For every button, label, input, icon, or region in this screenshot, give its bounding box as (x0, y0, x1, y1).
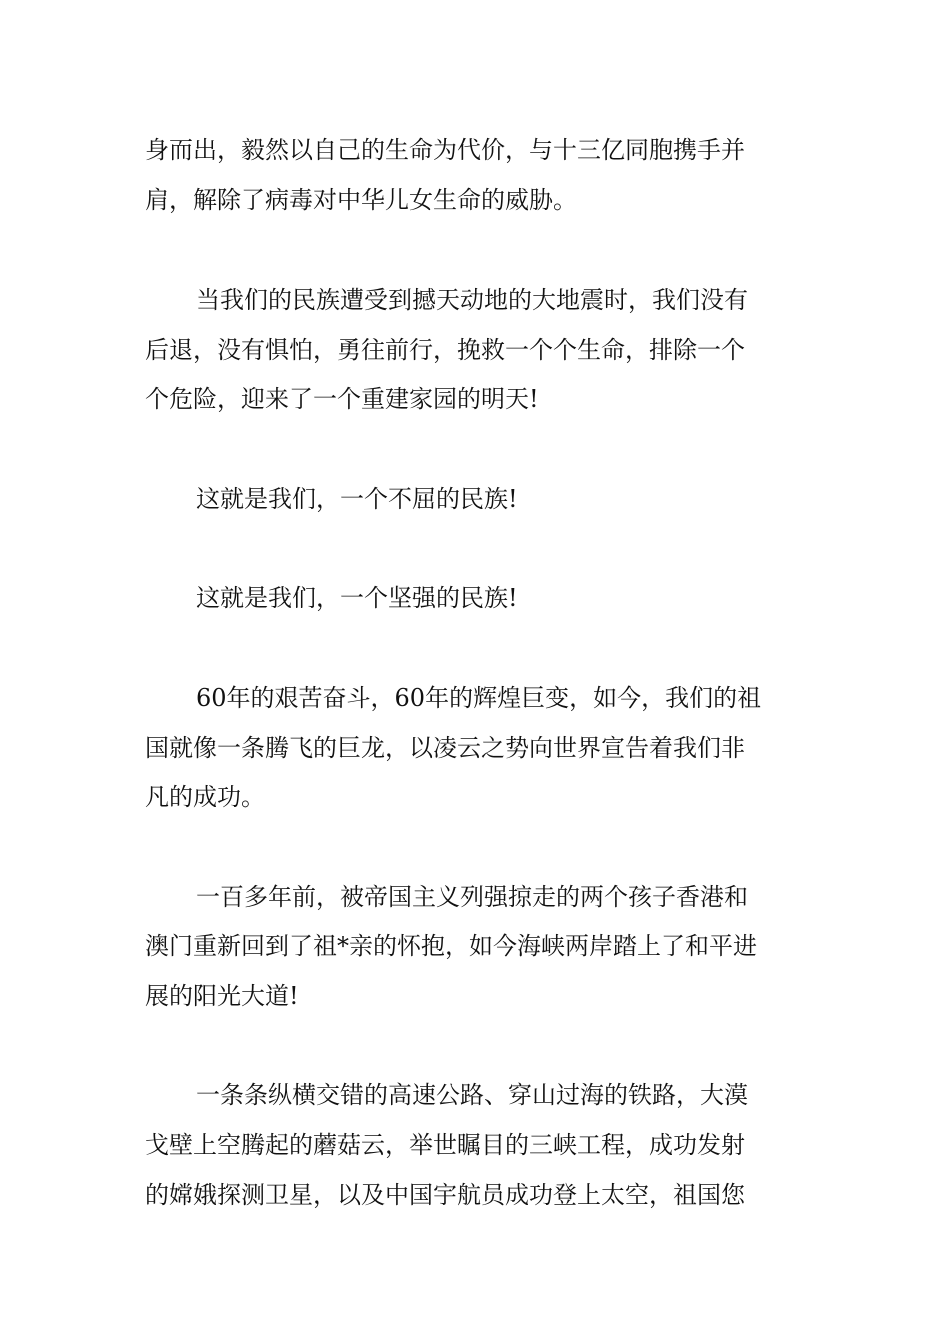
paragraph-6-line-2: 澳门重新回到了祖*亲的怀抱，如今海峡两岸踏上了和平进 (145, 932, 757, 960)
paragraph-5-line-1: 60年的艰苦奋斗，60年的辉煌巨变，如今，我们的祖 (196, 684, 762, 712)
paragraph-5-line-3: 凡的成功。 (145, 783, 265, 811)
paragraph-1-line-2: 肩，解除了病毒对中华儿女生命的威胁。 (145, 186, 577, 214)
paragraph-7-line-1: 一条条纵横交错的高速公路、穿山过海的铁路，大漠 (196, 1081, 748, 1109)
paragraph-7-line-3: 的嫦娥探测卫星，以及中国宇航员成功登上太空，祖国您 (145, 1181, 745, 1209)
paragraph-2-line-2: 后退，没有惧怕，勇往前行，挽救一个个生命，排除一个 (145, 336, 745, 364)
paragraph-7-line-2: 戈壁上空腾起的蘑菇云，举世瞩目的三峡工程，成功发射 (145, 1131, 745, 1159)
paragraph-5-line-2: 国就像一条腾飞的巨龙，以凌云之势向世界宣告着我们非 (145, 734, 745, 762)
paragraph-6-line-3: 展的阳光大道! (145, 982, 299, 1010)
paragraph-2-line-3: 个危险，迎来了一个重建家园的明天! (145, 385, 539, 413)
paragraph-2-line-1: 当我们的民族遭受到撼天动地的大地震时，我们没有 (196, 286, 748, 314)
paragraph-4-line-1: 这就是我们，一个坚强的民族! (196, 584, 518, 612)
paragraph-3-line-1: 这就是我们，一个不屈的民族! (196, 485, 518, 513)
paragraph-6-line-1: 一百多年前，被帝国主义列强掠走的两个孩子香港和 (196, 883, 748, 911)
paragraph-1-line-1: 身而出，毅然以自己的生命为代价，与十三亿同胞携手并 (145, 136, 745, 164)
